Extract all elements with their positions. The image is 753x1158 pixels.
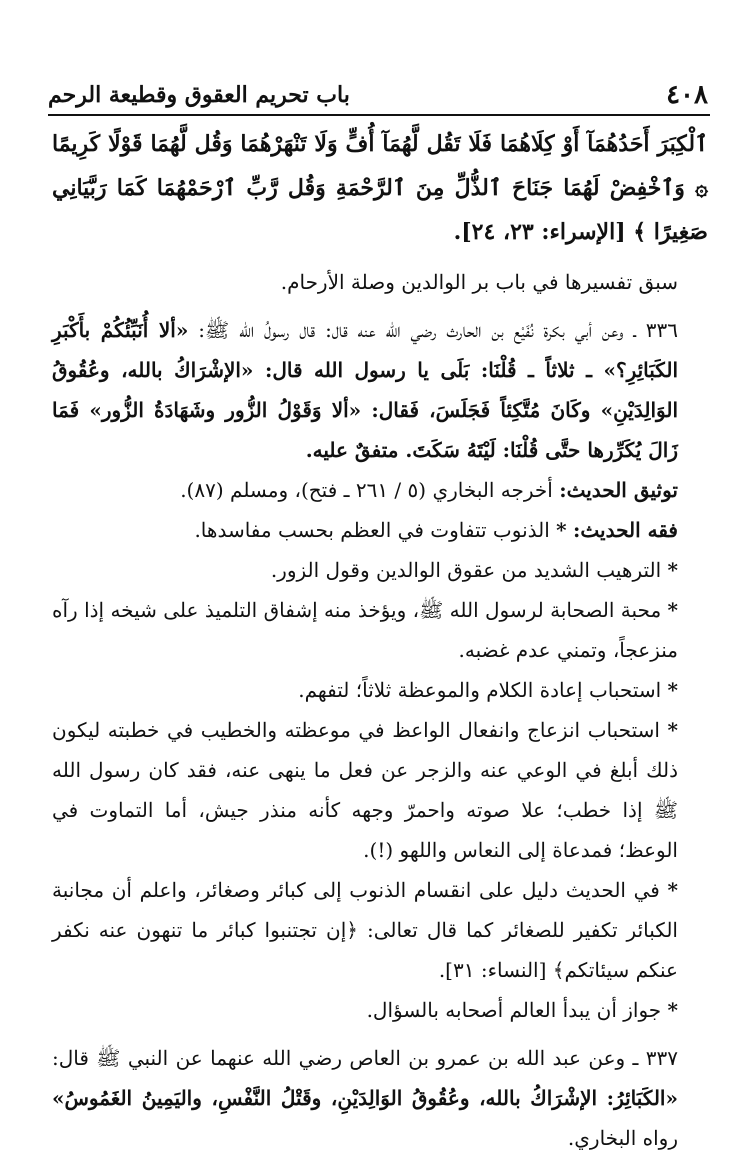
hadith-337-source: رواه البخاري. bbox=[567, 1126, 678, 1150]
hadith-337 bbox=[52, 1038, 708, 1158]
paragraph-tafsir-reference: سبق تفسيرها في باب بر الوالدين وصلة الأرحام. bbox=[280, 270, 678, 294]
fiqh-line bbox=[52, 510, 708, 550]
fiqh-label: فقه الحديث: bbox=[572, 518, 678, 542]
fiqh-point-2: الترهيب الشديد من عقوق الوالدين وقول الزور. bbox=[270, 558, 662, 582]
fiqh-point-1: الذنوب تتفاوت في العظم بحسب مفاسدها. bbox=[194, 518, 550, 542]
bullet-star: * bbox=[667, 558, 678, 582]
hadith-337-intro: ٣٣٧ ـ وعن عبد الله بن عمرو بن العاص رضي الله عنهما عن النبي ﷺ قال: bbox=[52, 1046, 678, 1070]
hadith-336-intro: ٣٣٦ ـ وعن أبي بكرة نُفَيْع بن الحارث رضي الله عنه قال: قال رسولُ الله ﷺ: bbox=[198, 318, 678, 342]
hadith-337-text: «الكَبَائِرُ: الإشْرَاكُ بالله، وعُقُوقُ الوَالِدَيْنِ، وقَتْلُ النَّفْسِ، واليَمِينُ الغَمُوسُ» bbox=[52, 1086, 678, 1110]
fiqh-point-4-line bbox=[52, 670, 708, 710]
hadith-336 bbox=[52, 310, 708, 470]
page-body bbox=[52, 122, 708, 1158]
fiqh-point-4: استحباب إعادة الكلام والموعظة ثلاثاً؛ لتفهم. bbox=[298, 678, 662, 702]
quran-verse-block: ٱلْكِبَرَ أَحَدُهُمَآ أَوْ كِلَاهُمَا فَلَا تَقُل لَّهُمَآ أُفٍّ وَلَا تَنْهَرْهُمَا وَقُل لَّهُمَا قَوْلًا كَرِيمًا ۞ وَٱخْفِضْ لَهُمَا جَنَاحَ ٱلذُّلِّ مِنَ ٱلرَّحْمَةِ وَقُل رَّبِّ ٱرْحَمْهُمَا كَمَا رَبَّيَانِي صَغِيرًا ﴾ [الإسراء: ٢٣، ٢٤]. bbox=[52, 131, 708, 245]
page-header bbox=[48, 78, 708, 114]
bullet-star: * bbox=[667, 598, 679, 622]
fiqh-point-3-line bbox=[52, 590, 708, 670]
header-rule bbox=[48, 114, 710, 116]
bullet-star: * bbox=[667, 678, 678, 702]
bullet-star: * bbox=[667, 718, 678, 742]
takhrij-line bbox=[52, 470, 708, 510]
fiqh-point-7-line bbox=[52, 990, 708, 1030]
bullet-star: * bbox=[667, 878, 678, 902]
fiqh-point-6-line bbox=[52, 870, 708, 990]
takhrij-label: توثيق الحديث: bbox=[559, 478, 678, 502]
page-number: ٤٠٨ bbox=[666, 80, 708, 110]
bullet-star: * bbox=[667, 998, 678, 1022]
fiqh-point-5-line bbox=[52, 710, 708, 870]
fiqh-point-2-line bbox=[52, 550, 708, 590]
fiqh-point-5: استحباب انزعاج وانفعال الواعظ في موعظته والخطيب في خطبته ليكون ذلك أبلغ في الوعي عنه والزجر عن فعل ما ينهى عنه، فقد كان رسول الله ﷺ إذا خطب؛ علا صوته واحمرّ وجهه كأنه منذر جيش، أما التماوت في الوعظ؛ فمدعاة إلى النعاس واللهو (!). bbox=[52, 718, 678, 862]
running-title: باب تحريم العقوق وقطيعة الرحم bbox=[48, 82, 350, 108]
fiqh-point-3: محبة الصحابة لرسول الله ﷺ، ويؤخذ منه إشفاق التلميذ على شيخه إذا رآه منزعجاً، وتمني عدم غضبه. bbox=[52, 598, 678, 662]
hadith-336-text: «ألا أُنَبِّئُكُمْ بأَكْبَرِ الكَبَائِرِ؟» ـ ثلاثاً ـ قُلْنَا: بَلَى يا رسول الله قال: «الإشْرَاكُ بالله، وعُقُوقُ الوَالِدَيْنِ» وكَانَ مُتَّكِئاً فَجَلَسَ، فَقال: «ألا وَقَوْلُ الزُّور وشَهَادَةُ الزُّور» فَمَا زَالَ يُكَرِّرها حتَّى قُلْنَا: لَيْتَهُ سَكَتَ. متفقٌ عليه. bbox=[52, 318, 678, 462]
takhrij-text: أخرجه البخاري (٥ / ٢٦١ ـ فتح)، ومسلم (٨٧). bbox=[180, 478, 553, 502]
bullet-star: * bbox=[556, 518, 567, 542]
fiqh-point-6: في الحديث دليل على انقسام الذنوب إلى كبائر وصغائر، واعلم أن مجانبة الكبائر تكفير للصغائر كما قال تعالى: ﴿إن تجتنبوا كبائر ما تنهون عنه نكفر عنكم سيئاتكم﴾ [النساء: ٣١]. bbox=[52, 878, 678, 982]
fiqh-point-7: جواز أن يبدأ العالم أصحابه بالسؤال. bbox=[366, 998, 662, 1022]
